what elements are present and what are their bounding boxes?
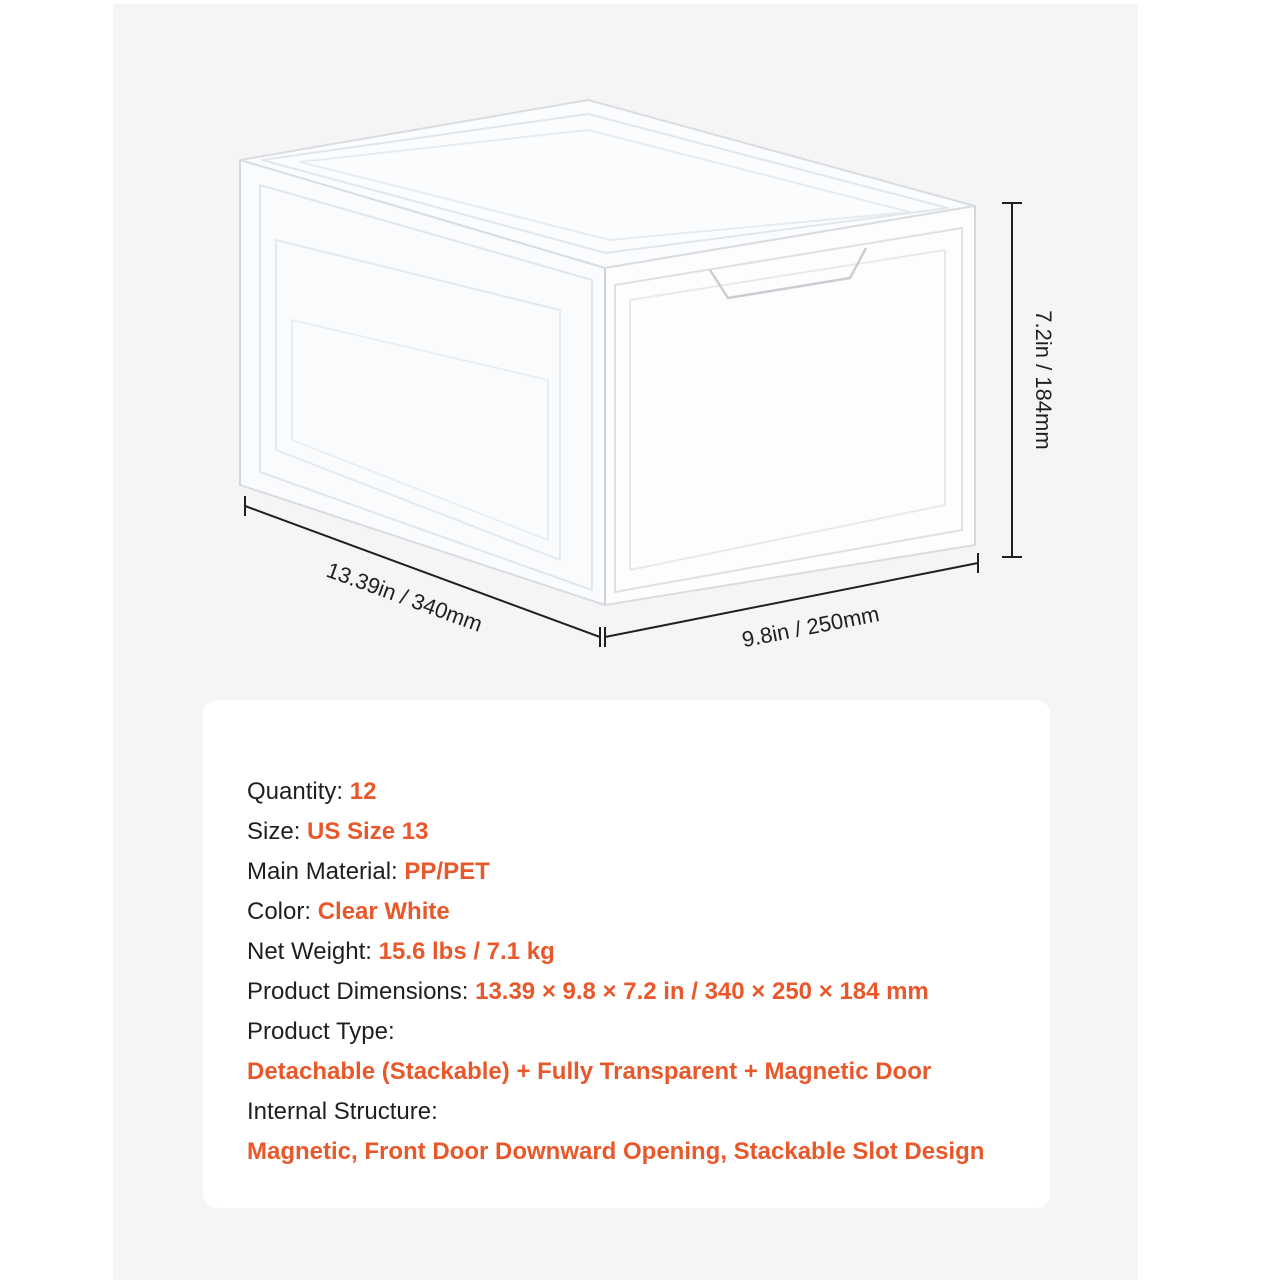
depth-label: 13.39in / 340mm <box>323 557 486 637</box>
spec-value: Detachable (Stackable) + Fully Transparent + Magnetic Door <box>247 1058 932 1085</box>
spec-label: Size: <box>247 818 308 845</box>
spec-value: 12 <box>349 778 377 805</box>
spec-size <box>247 812 984 852</box>
spec-label: Product Dimensions: <box>247 978 476 1005</box>
spec-value: Magnetic, Front Door Downward Opening, Stackable Slot Design <box>247 1138 985 1165</box>
spec-structure-label <box>247 1092 984 1132</box>
shoe-box-image <box>240 100 975 605</box>
spec-value: PP/PET <box>404 858 490 885</box>
spec-material <box>247 852 984 892</box>
spec-structure-value <box>247 1132 984 1172</box>
spec-label: Net Weight: <box>247 938 379 965</box>
spec-label: Color: <box>247 898 318 925</box>
spec-label: Quantity: <box>247 778 350 805</box>
spec-list <box>247 772 984 1172</box>
width-label: 9.8in / 250mm <box>739 601 882 653</box>
spec-quantity <box>247 772 984 812</box>
spec-type-value <box>247 1052 984 1092</box>
spec-label: Internal Structure: <box>247 1098 438 1125</box>
spec-color <box>247 892 984 932</box>
specs-card <box>203 700 1050 1208</box>
spec-value: 13.39 × 9.8 × 7.2 in / 340 × 250 × 184 mm <box>475 978 929 1005</box>
height-dimension-line <box>1002 203 1022 557</box>
spec-type-label <box>247 1012 984 1052</box>
spec-label: Main Material: <box>247 858 405 885</box>
height-label: 7.2in / 184mm <box>1031 310 1056 450</box>
spec-value: US Size 13 <box>307 818 429 845</box>
spec-label: Product Type: <box>247 1018 395 1045</box>
spec-value: 15.6 lbs / 7.1 kg <box>378 938 555 965</box>
spec-dimensions <box>247 972 984 1012</box>
spec-weight <box>247 932 984 972</box>
spec-value: Clear White <box>317 898 450 925</box>
